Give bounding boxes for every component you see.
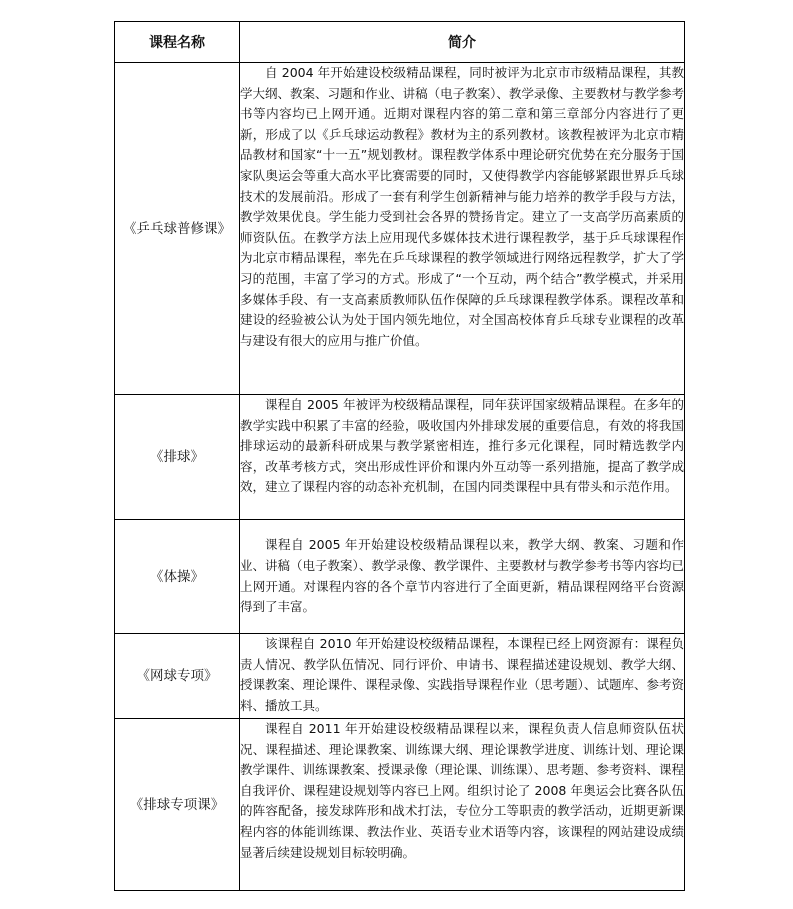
table-row [115, 63, 685, 395]
course-description-text: 课程自 2005 年开始建设校级精品课程以来，教学大纲、教案、习题和作业、讲稿（电子教案）、教学录像、教学课件、主要教材与教学参考书等内容均已上网开通。对课程内容的各个章节内容进行了全面更新，精品课程网络平台资源得到了丰富。 [240, 537, 684, 615]
course-description-text: 自 2004 年开始建设校级精品课程，同时被评为北京市市级精品课程，其教学大纲、教案、习题和作业、讲稿（电子教案）、教学录像、主要教材与教学参考书等内容均已上网开通。近期对课程内容的第二章和第三章部分内容进行了更新，形成了以《乒乓球运动教程》教材为主的系列教材。该教程被评为北京市精品教材和国家“十一五”规划教材。课程教学体系中理论研究优势在充分服务于国家队奥运会等重大高水平比赛需要的同时，又使得教学内容能够紧跟世界乒乓球技术的发展前沿。形成了一套有利学生创新精神与能力培养的教学手段与方法，教学效果优良。学生能力受到社会各界的赞扬肯定。建立了一支高学历高素质的师资队伍。在教学方法上应用现代多媒体技术进行课程教学，基于乒乓球课程作为北京市精品课程，率先在乒乓球课程的教学领域进行网络远程教学，扩大了学习的范围，丰富了学习的方式。形成了“一个互动，两个结合”教学模式，并采用多媒体手段、有一支高素质教师队伍作保障的乒乓球课程教学体系。课程改革和建设的经验被公认为处于国内领先地位，对全国高校体育乒乓球专业课程的改革与建设有很大的应用与推广价值。 [240, 65, 684, 348]
course-description-cell [240, 719, 685, 891]
table-row [115, 395, 685, 520]
course-description-cell [240, 63, 685, 395]
header-course-name: 课程名称 [115, 22, 240, 63]
course-description-cell [240, 395, 685, 520]
course-description-text: 课程自 2011 年开始建设校级精品课程以来，课程负责人信息师资队伍状况、课程描述、理论课教案、训练课大纲、理论课教学进度、训练计划、理论课教学课件、训练课教案、授课录像（理论课、训练课）、思考题、参考资料、课程自我评价、课程建设规划等内容已上网。组织讨论了 2008 年奥运会比赛各队伍的阵容配备，接发球阵形和战术打法，专位分工等职责的教学活动，近期更新课程内容的体能训练课、教法作业、英语专业术语等内容，该课程的网站建设成绩显著后续建设规划目标较明确。 [240, 721, 684, 860]
table-header-row [115, 22, 685, 63]
table-row [115, 520, 685, 634]
header-description: 简介 [240, 22, 685, 63]
course-name-cell: 《乒乓球普修课》 [115, 63, 240, 395]
course-description-text: 课程自 2005 年被评为校级精品课程，同年获评国家级精品课程。在多年的教学实践中积累了丰富的经验，吸收国内外排球发展的重要信息，有效的将我国排球运动的最新科研成果与教学紧密相连，推行多元化课程，同时精选教学内容，改革考核方式，突出形成性评价和课内外互动等一系列措施，提高了教学成效，建立了课程内容的动态补充机制，在国内同类课程中具有带头和示范作用。 [240, 397, 684, 495]
course-table [114, 21, 685, 891]
table-row [115, 719, 685, 891]
course-name-cell: 《排球》 [115, 395, 240, 520]
course-description-cell [240, 634, 685, 719]
course-name-cell: 《排球专项课》 [115, 719, 240, 891]
course-name-cell: 《网球专项》 [115, 634, 240, 719]
table-row [115, 634, 685, 719]
course-description-cell [240, 520, 685, 634]
course-name-cell: 《体操》 [115, 520, 240, 634]
course-description-text: 该课程自 2010 年开始建设校级精品课程，本课程已经上网资源有：课程负责人情况、教学队伍情况、同行评价、申请书、课程描述建设规划、教学大纲、授课教案、理论课件、课程录像、实践指导课程作业（思考题）、试题库、参考资料、播放工具。 [240, 636, 684, 713]
